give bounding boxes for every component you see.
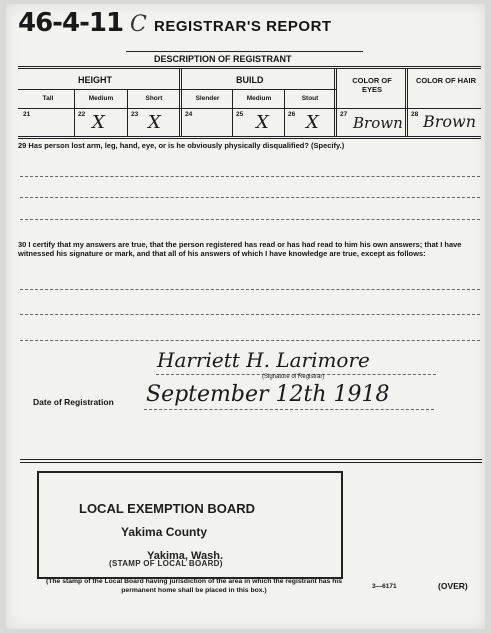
question-29: 29 Has person lost arm, leg, hand, eye, or is he obviously physically disqualified? (Specify.)	[18, 141, 345, 150]
table-divider-height-build-2	[181, 68, 182, 136]
local-board-stamp-box	[37, 471, 343, 579]
report-title: REGISTRAR'S REPORT	[154, 18, 332, 35]
report-subtitle: DESCRIPTION OF REGISTRANT	[154, 54, 292, 64]
field-number-26: 26	[288, 111, 296, 118]
q30-line-2	[20, 314, 480, 315]
q30-line-1	[20, 289, 480, 290]
over-label: (OVER)	[438, 581, 468, 591]
mark-stout: X	[306, 112, 319, 133]
form-number: 3—6171	[372, 583, 397, 590]
mark-medium-height: X	[92, 112, 105, 133]
table-top-border	[18, 66, 481, 67]
serial-number: 46-4-11	[18, 8, 124, 38]
q29-line-3	[20, 219, 480, 220]
eyes-header: COLOR OF EYES	[352, 76, 392, 94]
table-row-divider	[18, 108, 481, 109]
table-bottom-border	[18, 136, 481, 137]
table-bottom-border-2	[18, 138, 481, 139]
hair-color-value: Brown	[423, 112, 477, 131]
title-underline	[126, 51, 363, 52]
eye-color-value: Brown	[353, 114, 403, 132]
field-number-24: 24	[185, 111, 193, 118]
date-of-registration-label: Date of Registration	[33, 397, 114, 407]
table-header-divider	[18, 89, 336, 90]
col-divider-1	[74, 89, 75, 136]
field-number-25: 25	[236, 111, 244, 118]
field-number-21: 21	[23, 111, 31, 118]
stamp-line-1: LOCAL EXEMPTION BOARD	[79, 501, 255, 516]
signature-caption: (Signature of Registrar)	[262, 374, 325, 380]
stamp-line-3: Yakima, Wash.	[147, 550, 224, 562]
field-number-22: 22	[78, 111, 86, 118]
mark-short: X	[148, 112, 161, 133]
table-divider-eyes-hair	[405, 68, 406, 136]
section-separator-1	[20, 459, 482, 460]
build-header: BUILD	[236, 75, 264, 85]
hair-header: COLOR OF HAIR	[416, 76, 476, 85]
col-label-tall: Tall	[42, 95, 54, 102]
section-separator-2	[20, 462, 482, 463]
col-divider-2	[127, 89, 128, 136]
field-number-28: 28	[411, 111, 419, 118]
table-divider-height-build	[179, 68, 180, 136]
q30-line-3	[20, 340, 480, 341]
stamp-caption: (STAMP OF LOCAL BOARD)	[109, 559, 223, 568]
col-label-slender: Slender	[195, 95, 220, 102]
col-label-medium-height: Medium	[88, 95, 114, 102]
date-line	[144, 409, 434, 410]
stamp-instructions: (The stamp of the Local Board having jurisdiction of the area in which the registrant has his permanent home shall be placed in this box.)	[45, 578, 343, 594]
registrar-signature: Harriett H. Larimore	[157, 348, 370, 372]
col-divider-4	[284, 89, 285, 136]
table-divider-eyes-hair-2	[407, 68, 408, 136]
q29-line-2	[20, 197, 480, 198]
field-number-27: 27	[340, 111, 348, 118]
registration-card	[6, 4, 485, 629]
mark-medium-build: X	[256, 112, 269, 133]
height-header: HEIGHT	[78, 75, 113, 85]
col-label-medium-build: Medium	[246, 95, 272, 102]
col-divider-3	[232, 89, 233, 136]
table-divider-build-eyes	[334, 68, 335, 136]
serial-suffix: C	[130, 12, 147, 37]
col-label-short: Short	[145, 95, 163, 102]
field-number-23: 23	[131, 111, 139, 118]
table-top-border-2	[18, 68, 481, 69]
q29-line-1	[20, 176, 480, 177]
stamp-line-2: Yakima County	[121, 525, 208, 539]
table-divider-build-eyes-2	[336, 68, 337, 136]
date-of-registration-value: September 12th 1918	[146, 382, 390, 407]
question-30: 30 I certify that my answers are true, that the person registered has read or has had read to him his own answers; that I have witnessed his signature or mark, and that all of his answers of which I have knowledge are true, except as follows:	[18, 240, 462, 258]
col-label-stout: Stout	[301, 95, 319, 102]
